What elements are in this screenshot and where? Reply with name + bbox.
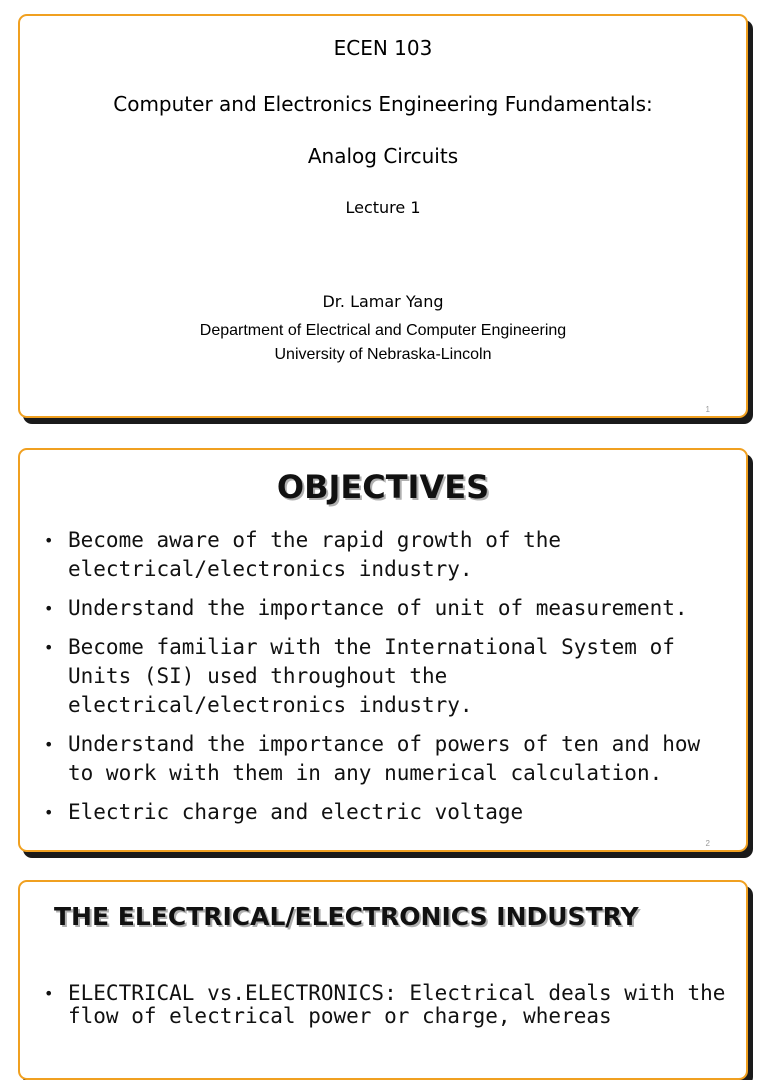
page-number: 1 — [705, 405, 710, 414]
course-code: ECEN 103 — [333, 36, 433, 60]
bullet-icon: • — [44, 735, 54, 754]
bullet-icon: • — [44, 531, 54, 550]
title-slide — [18, 14, 748, 418]
bullet-icon: • — [44, 803, 54, 822]
page-number: 2 — [705, 839, 710, 848]
industry-slide — [18, 880, 748, 1080]
list-item-text: Understand the importance of powers of ten and how to work with them in any numerical calculation. — [68, 732, 701, 785]
list-item-text: Electric charge and electric voltage — [68, 800, 524, 824]
course-subtitle: Analog Circuits — [307, 144, 459, 168]
objectives-list — [42, 526, 734, 837]
list-item — [42, 633, 734, 720]
list-item-text: Become familiar with the International System of Units (SI) used throughout the electrical/electronics industry. — [68, 635, 675, 717]
bullet-icon: • — [44, 638, 54, 657]
list-item — [42, 594, 734, 623]
list-item — [42, 526, 734, 584]
list-item — [42, 730, 734, 788]
list-item-text: Become aware of the rapid growth of the electrical/electronics industry. — [68, 528, 562, 581]
list-item-text: Understand the importance of unit of measurement. — [68, 596, 688, 620]
list-item — [42, 982, 734, 1028]
course-title: Computer and Electronics Engineering Fundamentals: — [113, 92, 653, 116]
list-item — [42, 798, 734, 827]
lecture-number: Lecture 1 — [345, 198, 421, 217]
industry-list — [42, 982, 734, 1038]
author-name: Dr. Lamar Yang — [322, 292, 444, 311]
university-name: University of Nebraska-Lincoln — [274, 346, 492, 363]
bullet-icon: • — [44, 599, 54, 618]
list-item-text: ELECTRICAL vs.ELECTRONICS: Electrical deals with the flow of electrical power or charge, whereas — [68, 981, 726, 1028]
bullet-icon: • — [44, 984, 54, 1003]
objectives-slide — [18, 448, 748, 852]
slide-heading: OBJECTIVES — [276, 468, 490, 506]
slide-heading: THE ELECTRICAL/ELECTRONICS INDUSTRY — [54, 902, 639, 931]
department-name: Department of Electrical and Computer Engineering — [199, 322, 567, 339]
